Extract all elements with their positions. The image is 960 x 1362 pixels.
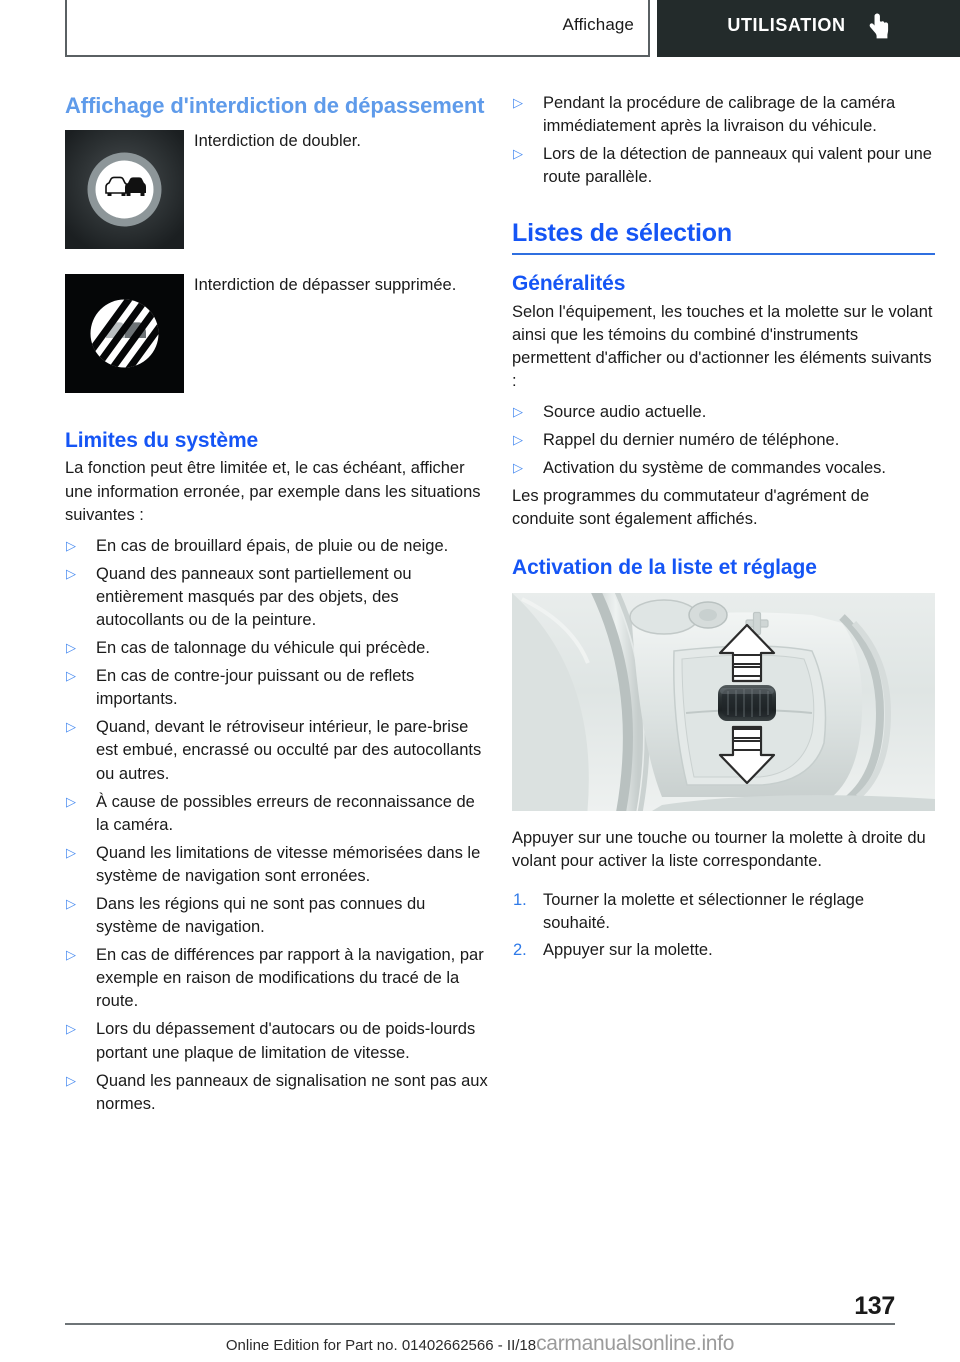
limits-heading: Limites du système <box>65 429 259 453</box>
figure-row-no-overtaking <box>65 130 488 254</box>
bullet-triangle-icon: ▷ <box>66 1021 76 1037</box>
activation-step-list <box>512 889 935 962</box>
bullet-triangle-icon: ▷ <box>66 719 76 735</box>
no-overtaking-sign-icon <box>65 130 184 254</box>
generalities-intro: Selon l'équipement, les touches et la molette sur le volant ainsi que les témoins du combiné d'instruments permettent d'afficher ou d'actionner les éléments suivants : <box>512 302 933 390</box>
figure-row-end-no-overtaking <box>65 274 488 398</box>
list-item-text: Pendant la procédure de calibrage de la caméra immédiatement après la livraison du véhicule. <box>543 94 896 136</box>
list-item <box>65 893 488 939</box>
generalities-bullet-list <box>512 401 935 480</box>
list-item <box>512 429 935 452</box>
bullet-triangle-icon: ▷ <box>66 640 76 656</box>
bullet-triangle-icon: ▷ <box>513 432 523 448</box>
list-item-text: Source audio actuelle. <box>543 403 707 421</box>
list-item <box>65 944 488 1013</box>
page-number: 137 <box>854 1292 895 1320</box>
activation-heading: Activation de la liste et réglage <box>512 556 817 580</box>
breadcrumb-label: Affichage <box>562 14 634 34</box>
watermark: carmanualsonline.info <box>536 1332 735 1355</box>
footer-divider <box>65 1323 895 1325</box>
list-item-text: Appuyer sur la molette. <box>543 941 713 960</box>
list-item-text: Rappel du dernier numéro de téléphone. <box>543 431 840 450</box>
activation-intro: Appuyer sur une touche ou tourner la molette à droite du volant pour activer la liste correspondante. <box>512 828 926 870</box>
breadcrumb-tab[interactable] <box>65 0 650 57</box>
list-item <box>65 563 488 632</box>
list-item <box>65 791 488 837</box>
list-item <box>512 457 935 480</box>
list-item-text: Quand, devant le rétroviseur intérieur, le pare-brise est embué, encrassé ou occulté par des autocollants ou autres. <box>96 718 482 783</box>
edition-note: Online Edition for Part no. 01402662566 - II/18 <box>225 1337 537 1354</box>
list-item <box>65 1018 488 1064</box>
list-item-text: En cas de brouillard épais, de pluie ou de neige. <box>96 536 449 555</box>
bullet-triangle-icon: ▷ <box>66 896 76 911</box>
list-item-text: Tourner la molette et sélectionner le réglage souhaité. <box>543 890 865 932</box>
list-item <box>65 665 488 711</box>
bullet-triangle-icon: ▷ <box>66 947 76 963</box>
list-item <box>65 716 488 785</box>
list-item <box>65 637 488 660</box>
list-item <box>512 889 935 935</box>
page-header <box>0 0 960 60</box>
bullet-triangle-icon: ▷ <box>513 146 523 162</box>
bullet-triangle-icon: ▷ <box>513 460 523 476</box>
end-of-no-overtaking-sign-icon <box>65 274 184 398</box>
bullet-triangle-icon: ▷ <box>513 95 523 110</box>
list-item-text: Quand les panneaux de signalisation ne sont pas aux normes. <box>96 1071 488 1113</box>
limits-bullet-list <box>65 535 488 1116</box>
left-column <box>65 92 488 1121</box>
list-item-text: Lors du dépassement d'autocars ou de poids-lourds portant une plaque de limitation de vitesse. <box>96 1020 476 1062</box>
chapter-title: Affichage d'interdiction de dépassement <box>65 93 485 118</box>
section-tab-utilisation[interactable] <box>657 0 960 57</box>
section-tab-label: UTILISATION <box>727 15 846 35</box>
list-item-text: En cas de différences par rapport à la navigation, par exemple en raison de modifications du tracé de la route. <box>96 946 484 1011</box>
list-item-text: Quand des panneaux sont partiellement ou entièrement masqués par des objets, des autocollants ou de la peinture. <box>96 564 412 629</box>
list-item-text: Quand les limitations de vitesse mémorisées dans le système de navigation sont erronées. <box>96 843 481 885</box>
step-number: 1. <box>513 890 527 909</box>
list-item <box>65 535 488 558</box>
bullet-triangle-icon: ▷ <box>66 565 76 581</box>
list-item-text: Activation du système de commandes vocales. <box>543 459 886 478</box>
figure-caption: Interdiction de doubler. <box>194 132 361 151</box>
bullet-triangle-icon: ▷ <box>66 793 76 809</box>
list-item <box>512 143 935 189</box>
steering-wheel-thumbwheel-photo <box>512 593 935 811</box>
section-title-listes-de-selection: Listes de sélection <box>512 218 935 255</box>
pointing-hand-icon <box>868 13 890 39</box>
bullet-triangle-icon: ▷ <box>66 668 76 684</box>
generalities-outro: Les programmes du commutateur d'agrément de conduite sont également affichés. <box>512 487 870 529</box>
bullet-triangle-icon: ▷ <box>66 844 76 860</box>
list-item <box>512 92 935 138</box>
list-item-text: Dans les régions qui ne sont pas connues du système de navigation. <box>96 895 426 937</box>
list-item-text: Lors de la détection de panneaux qui valent pour une route parallèle. <box>543 145 932 187</box>
step-number: 2. <box>513 941 527 960</box>
limits-intro: La fonction peut être limitée et, le cas échéant, afficher une information erronée, par exemple dans les situations suivantes : <box>65 459 481 524</box>
list-item-text: En cas de contre-jour puissant ou de reflets importants. <box>96 667 415 709</box>
list-item <box>512 939 935 962</box>
limits-bullet-list-continued <box>512 92 935 189</box>
list-item <box>512 401 935 424</box>
page-footer <box>0 1292 960 1362</box>
list-item-text: À cause de possibles erreurs de reconnaissance de la caméra. <box>96 792 475 834</box>
footer-note <box>0 1332 960 1356</box>
list-item-text: En cas de talonnage du véhicule qui précède. <box>96 639 430 658</box>
right-column <box>512 92 935 966</box>
bullet-triangle-icon: ▷ <box>66 537 76 553</box>
bullet-triangle-icon: ▷ <box>513 404 523 419</box>
figure-caption: Interdiction de dépasser supprimée. <box>194 276 457 295</box>
list-item <box>65 842 488 888</box>
generalities-heading: Généralités <box>512 272 626 296</box>
bullet-triangle-icon: ▷ <box>66 1072 76 1088</box>
list-item <box>65 1070 488 1116</box>
